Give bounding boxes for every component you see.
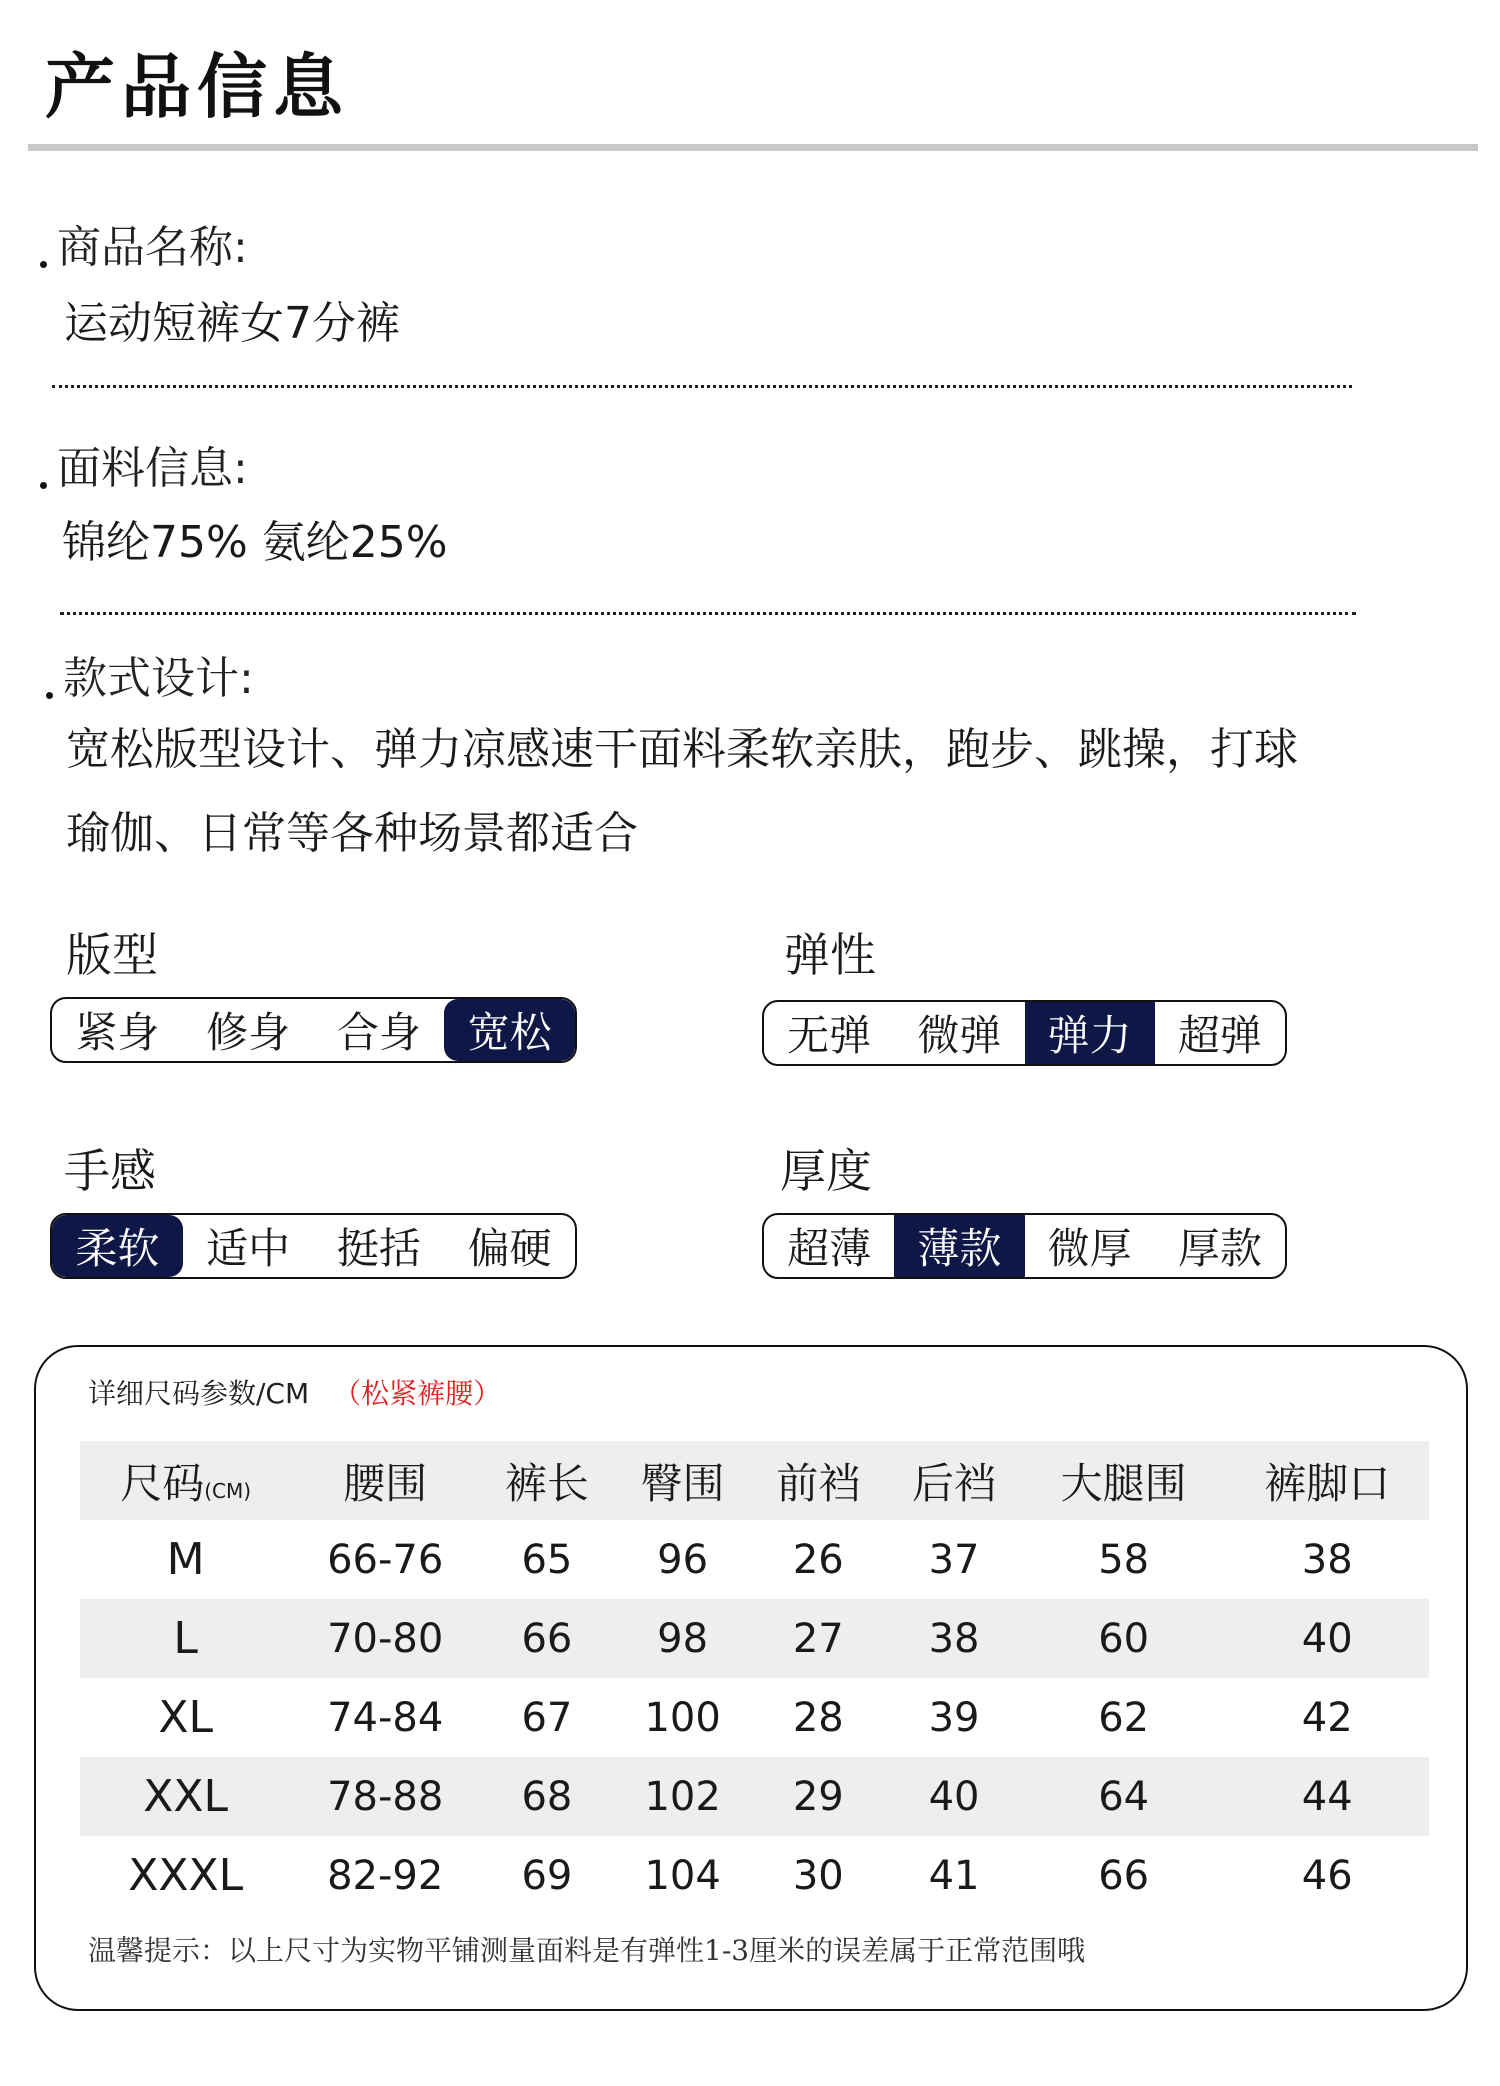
col-header-leg-opening: 裤脚口	[1225, 1441, 1429, 1520]
product-name-label-text: 商品名称:	[57, 222, 248, 273]
col-header-length: 裤长	[479, 1441, 615, 1520]
table-cell: 30	[792, 1852, 844, 1899]
size-table	[80, 1441, 1429, 1915]
table-cell: L	[80, 1599, 291, 1678]
table-cell: 60	[1022, 1599, 1226, 1678]
col-header-size-text: 尺码	[120, 1458, 205, 1508]
table-cell: 66-76	[327, 1536, 444, 1583]
table-cell: 29	[750, 1757, 886, 1836]
thickness-option-slightly-thick[interactable]: 微厚	[1047, 1224, 1132, 1273]
table-row	[80, 1678, 1429, 1757]
thickness-option-thin[interactable]: 薄款	[894, 1215, 1024, 1277]
col-header-hip: 臀围	[615, 1441, 751, 1520]
title-divider	[28, 144, 1478, 151]
feel-selector	[50, 1213, 577, 1279]
col-header-size	[80, 1441, 291, 1520]
elasticity-title: 弹性	[784, 928, 876, 982]
table-cell: 39	[928, 1694, 980, 1741]
fit-option-regular[interactable]: 合身	[336, 1008, 421, 1057]
table-cell: 38	[886, 1599, 1022, 1678]
table-cell: 74-84	[327, 1694, 444, 1741]
feel-option-medium[interactable]: 适中	[206, 1224, 291, 1273]
table-cell: 98	[615, 1599, 751, 1678]
dotted-divider	[60, 612, 1356, 615]
table-cell: 38	[1301, 1536, 1353, 1583]
table-cell: 65	[521, 1536, 573, 1583]
page-title: 产品信息	[45, 46, 349, 128]
size-chart-heading	[88, 1377, 502, 1410]
thickness-option-thick[interactable]: 厚款	[1177, 1224, 1262, 1273]
feel-title: 手感	[64, 1144, 156, 1198]
fabric-label	[40, 443, 248, 494]
table-cell: 26	[792, 1536, 844, 1583]
table-cell: 104	[644, 1852, 721, 1899]
col-header-waist: 腰围	[291, 1441, 479, 1520]
table-cell: 58	[1098, 1536, 1150, 1583]
table-cell: XXL	[80, 1757, 291, 1836]
table-row	[80, 1520, 1429, 1599]
fit-option-loose[interactable]: 宽松	[444, 999, 575, 1061]
bullet-icon	[46, 692, 53, 699]
table-cell: 66	[479, 1599, 615, 1678]
dotted-divider	[52, 385, 1352, 388]
table-cell: 69	[521, 1852, 573, 1899]
table-row	[80, 1757, 1429, 1836]
col-header-size-unit: (CM)	[204, 1478, 252, 1503]
table-cell: 78-88	[291, 1757, 479, 1836]
design-value-line-1: 宽松版型设计、弹力凉感速干面料柔软亲肤，跑步、跳操，打球	[66, 724, 1298, 775]
elasticity-option-none[interactable]: 无弹	[787, 1011, 872, 1060]
table-cell: 37	[928, 1536, 980, 1583]
table-cell: 102	[615, 1757, 751, 1836]
table-cell: 62	[1098, 1694, 1150, 1741]
col-header-thigh: 大腿围	[1022, 1441, 1226, 1520]
elasticity-option-slight[interactable]: 微弹	[917, 1011, 1002, 1060]
size-chart-footer-note: 温馨提示：以上尺寸为实物平铺测量面料是有弹性1-3厘米的误差属于正常范围哦	[88, 1934, 1086, 1967]
table-cell: 64	[1022, 1757, 1226, 1836]
thickness-title: 厚度	[780, 1144, 872, 1198]
thickness-selector	[762, 1213, 1287, 1279]
elasticity-option-super[interactable]: 超弹	[1177, 1011, 1262, 1060]
bullet-icon	[40, 261, 47, 268]
table-cell: XXXL	[128, 1850, 244, 1901]
fabric-value: 锦纶75% 氨纶25%	[62, 517, 448, 568]
feel-option-firm[interactable]: 偏硬	[467, 1224, 552, 1273]
size-chart-heading-text: 详细尺码参数/CM	[88, 1377, 310, 1410]
design-value-line-2: 瑜伽、日常等各种场景都适合	[66, 808, 638, 859]
table-cell: 28	[792, 1694, 844, 1741]
bullet-icon	[40, 482, 47, 489]
table-cell: 42	[1301, 1694, 1353, 1741]
fit-option-slim[interactable]: 修身	[206, 1008, 291, 1057]
col-header-back-rise: 后裆	[886, 1441, 1022, 1520]
table-cell: 41	[928, 1852, 980, 1899]
col-header-front-rise: 前裆	[750, 1441, 886, 1520]
design-label	[46, 653, 254, 704]
product-name-value: 运动短裤女7分裤	[64, 298, 400, 349]
table-cell: 70-80	[291, 1599, 479, 1678]
table-cell: 44	[1225, 1757, 1429, 1836]
size-chart-heading-note: （松紧裤腰）	[333, 1377, 502, 1410]
design-label-text: 款式设计:	[63, 653, 254, 704]
elasticity-selector	[762, 1000, 1287, 1066]
table-cell: 82-92	[327, 1852, 444, 1899]
table-row	[80, 1599, 1429, 1678]
table-cell: XL	[158, 1692, 213, 1743]
table-row	[80, 1836, 1429, 1915]
thickness-option-ultra-thin[interactable]: 超薄	[787, 1224, 872, 1273]
table-cell: 40	[886, 1757, 1022, 1836]
table-cell: 66	[1098, 1852, 1150, 1899]
product-name-label	[40, 222, 248, 273]
feel-option-soft[interactable]: 柔软	[52, 1215, 183, 1277]
fit-title: 版型	[66, 928, 158, 982]
table-cell: 68	[479, 1757, 615, 1836]
table-cell: 96	[657, 1536, 709, 1583]
feel-option-crisp[interactable]: 挺括	[336, 1224, 421, 1273]
fabric-label-text: 面料信息:	[57, 443, 248, 494]
size-table-header-row	[80, 1441, 1429, 1520]
table-cell: 67	[521, 1694, 573, 1741]
table-cell: 40	[1225, 1599, 1429, 1678]
table-cell: 100	[644, 1694, 721, 1741]
elasticity-option-stretch[interactable]: 弹力	[1025, 1002, 1155, 1064]
table-cell: 27	[750, 1599, 886, 1678]
table-cell: 46	[1301, 1852, 1353, 1899]
fit-selector	[50, 997, 577, 1063]
fit-option-tight[interactable]: 紧身	[75, 1008, 160, 1057]
table-cell: M	[166, 1534, 205, 1585]
